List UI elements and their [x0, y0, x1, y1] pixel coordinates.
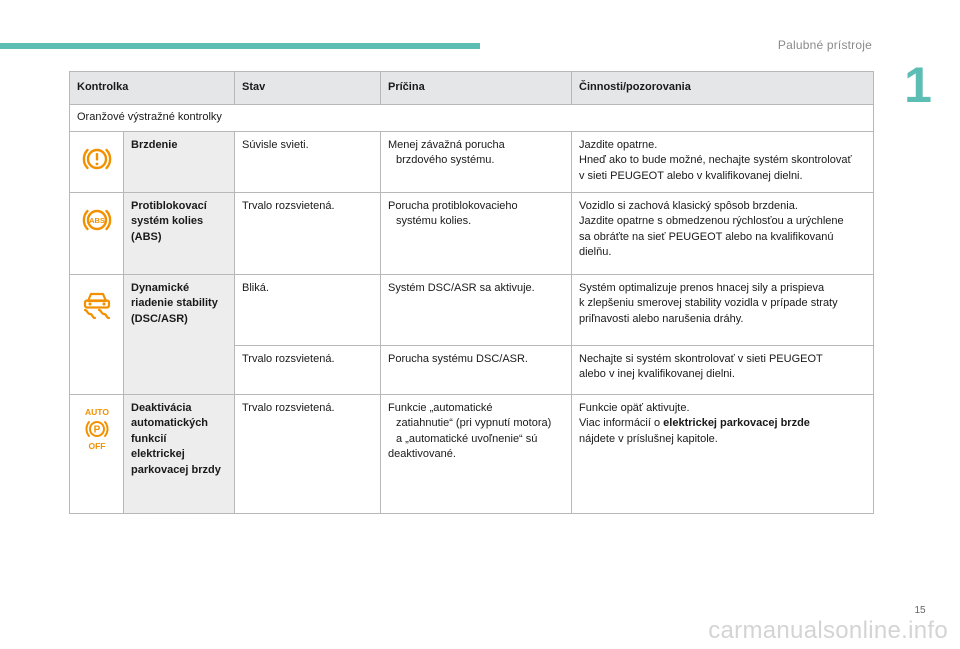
table-row [70, 131, 874, 192]
lamp-name: Brzdenie [124, 131, 235, 192]
cause-cell: Systém DSC/ASR sa aktivuje. [381, 274, 572, 345]
cross-reference-bold: elektrickej parkovacej brzde [663, 417, 810, 429]
state-cell: Bliká. [235, 274, 381, 345]
table-row [70, 274, 874, 345]
table-row [70, 394, 874, 513]
group-row [70, 105, 874, 132]
column-header-actions: Činnosti/pozorovania [572, 72, 874, 105]
page-number: 15 [914, 605, 926, 616]
svg-text:ABS: ABS [88, 215, 105, 225]
column-header-cause: Príčina [381, 72, 572, 105]
cause-cell: Menej závažná porucha brzdového systému. [381, 131, 572, 192]
cause-cell: Funkcie „automatické zatiahnutie“ (pri vypnutí motora) a „automatické uvoľnenie“ sú deaktivované. [381, 394, 572, 513]
actions-cell: Nechajte si systém skontrolovať v sieti PEUGEOT alebo v inej kvalifikovanej dielni. [572, 345, 874, 394]
svg-text:OFF: OFF [88, 440, 105, 451]
lamp-name: Dynamické riadenie stability (DSC/ASR) [124, 274, 235, 394]
lamp-name: Deaktivácia automatických funkcií elektrickej parkovacej brzdy [124, 394, 235, 513]
actions-cell: Jazdite opatrne. Hneď ako to bude možné, nechajte systém skontrolovať v sieti PEUGEOT alebo v kvalifikovanej dielni. [572, 131, 874, 192]
abs-warning-icon [81, 205, 113, 235]
cause-cell: Porucha protiblokovacieho systému kolies. [381, 192, 572, 274]
icon-cell [70, 394, 124, 513]
svg-text:P: P [93, 424, 100, 435]
watermark: carmanualsonline.info [708, 617, 948, 644]
auto-parking-brake-off-icon [80, 407, 114, 451]
column-header-state: Stav [235, 72, 381, 105]
lamp-name: Protiblokovací systém kolies (ABS) [124, 192, 235, 274]
icon-cell [70, 274, 124, 394]
chapter-number: 1 [904, 57, 932, 113]
actions-cell: Vozidlo si zachová klasický spôsob brzdenia. Jazdite opatrne s obmedzenou rýchlosťou a urýchlene sa obráťte na sieť PEUGEOT alebo na kvalifikovanú dielňu. [572, 192, 874, 274]
state-cell: Súvisle svieti. [235, 131, 381, 192]
actions-cell: Systém optimalizuje prenos hnacej sily a prispieva k zlepšeniu smerovej stability vozidla v prípade straty priľnavosti alebo narušenia dráhy. [572, 274, 874, 345]
section-title: Palubné prístroje [777, 38, 872, 52]
dsc-asr-icon [80, 287, 114, 321]
state-cell: Trvalo rozsvietená. [235, 192, 381, 274]
table-header-row [70, 72, 874, 105]
cause-cell: Porucha systému DSC/ASR. [381, 345, 572, 394]
brake-warning-icon [81, 144, 113, 174]
state-cell: Trvalo rozsvietená. [235, 345, 381, 394]
group-label: Oranžové výstražné kontrolky [70, 105, 874, 132]
actions-cell: Funkcie opäť aktivujte. Viac informácií o elektrickej parkovacej brzde nájdete v príslušnej kapitole. [572, 394, 874, 513]
svg-text:AUTO: AUTO [84, 406, 109, 417]
column-header-lamp: Kontrolka [70, 72, 235, 105]
warning-lamp-table [69, 71, 874, 514]
header-accent-bar [0, 43, 480, 49]
table-row [70, 192, 874, 274]
icon-cell [70, 131, 124, 192]
state-cell: Trvalo rozsvietená. [235, 394, 381, 513]
icon-cell [70, 192, 124, 274]
